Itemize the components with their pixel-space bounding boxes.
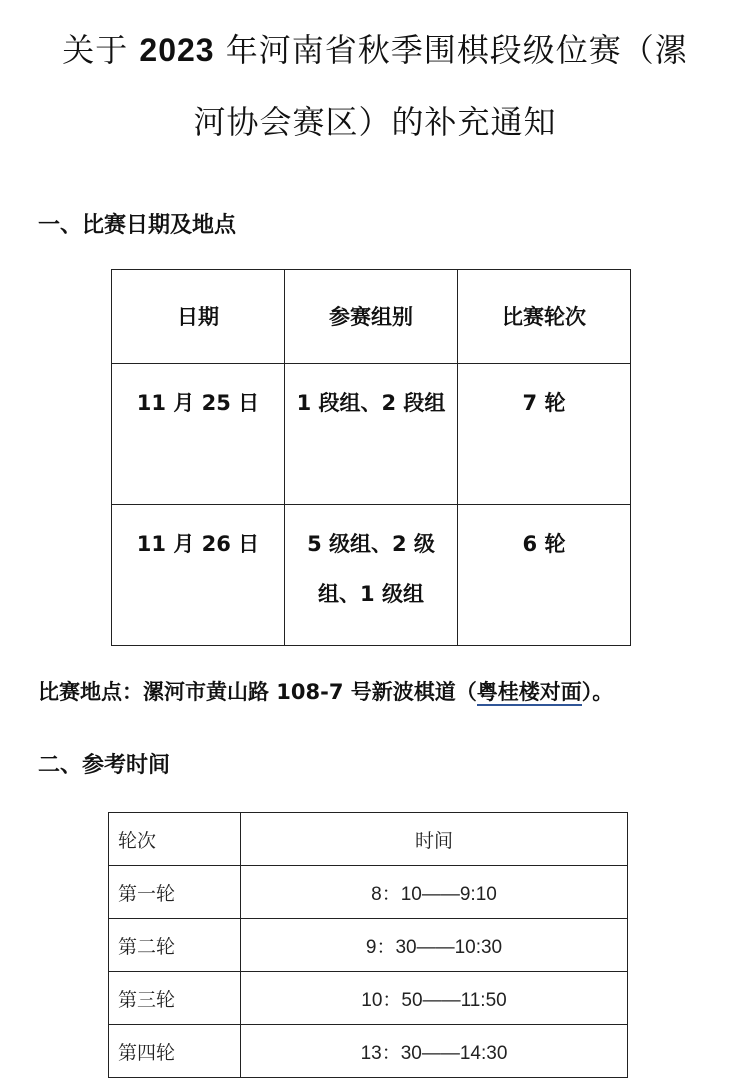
cell-group-text: 5 级组、2 级组、1 级组 — [307, 532, 435, 606]
table-header-row — [112, 270, 631, 364]
table-row — [109, 866, 628, 919]
cell-time: 10：50——11:50 — [241, 972, 628, 1025]
title-line-1 — [30, 14, 720, 86]
venue-label: 比赛地点： — [38, 680, 143, 704]
header-round: 轮次 — [109, 813, 241, 866]
header-rounds: 比赛轮次 — [458, 270, 631, 364]
document-title — [30, 14, 720, 158]
cell-rounds: 6 轮 — [458, 505, 631, 646]
header-group: 参赛组别 — [285, 270, 458, 364]
time-header-row — [109, 813, 628, 866]
title-line-2: 河协会赛区）的补充通知 — [193, 103, 557, 141]
cell-time: 9：30——10:30 — [241, 919, 628, 972]
table-row — [109, 1025, 628, 1078]
header-time: 时间 — [241, 813, 628, 866]
table-row — [112, 364, 631, 505]
cell-time: 13：30——14:30 — [241, 1025, 628, 1078]
header-date: 日期 — [112, 270, 285, 364]
cell-round: 第四轮 — [109, 1025, 241, 1078]
cell-rounds: 7 轮 — [458, 364, 631, 505]
cell-group-text: 1 段组、2 段组 — [296, 391, 446, 415]
cell-round: 第二轮 — [109, 919, 241, 972]
cell-group — [285, 505, 458, 646]
venue-address: 漯河市黄山路 108-7 号新波棋道（ — [143, 680, 477, 704]
title-line-1-rest: 年河南省秋季围棋段级位赛（漯 — [225, 31, 688, 69]
venue-line — [38, 676, 613, 706]
section-2-heading: 二、参考时间 — [38, 753, 171, 778]
table-row — [109, 972, 628, 1025]
title-year: 2023 — [139, 32, 215, 68]
cell-round: 第一轮 — [109, 866, 241, 919]
cell-group — [285, 364, 458, 505]
venue-end: ）。 — [581, 680, 614, 704]
title-prefix: 关于 — [62, 31, 129, 69]
cell-round: 第三轮 — [109, 972, 241, 1025]
venue-landmark-link[interactable]: 粤桂楼对面 — [476, 680, 582, 704]
time-table — [108, 812, 628, 1078]
cell-date: 11 月 26 日 — [112, 505, 285, 646]
cell-date: 11 月 25 日 — [112, 364, 285, 505]
schedule-table — [111, 269, 631, 646]
table-row — [112, 505, 631, 646]
cell-time: 8：10——9:10 — [241, 866, 628, 919]
section-1-heading: 一、比赛日期及地点 — [38, 213, 237, 238]
table-row — [109, 919, 628, 972]
